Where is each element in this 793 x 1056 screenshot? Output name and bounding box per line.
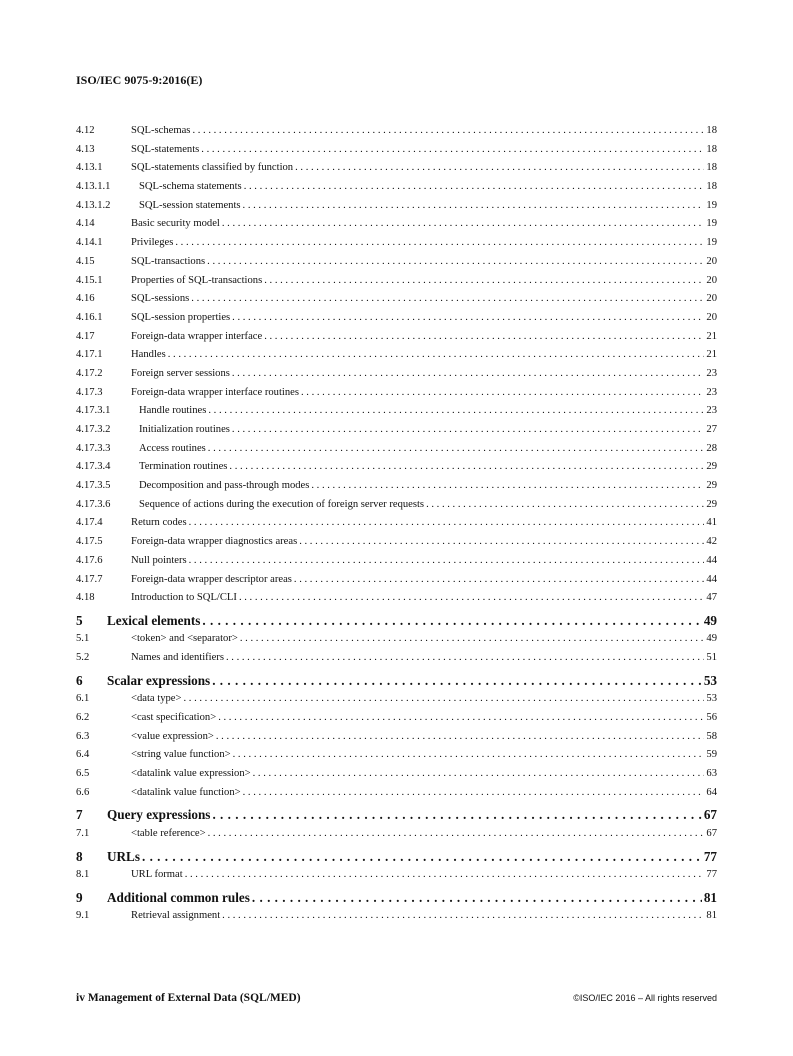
toc-entry-number: 7.1 (76, 827, 90, 839)
toc-entry-page: 42 (706, 536, 717, 548)
toc-leader-dots (218, 712, 704, 723)
toc-entry-number: 6.5 (76, 768, 90, 779)
toc-leader-dots (239, 592, 704, 603)
toc-leader-dots (232, 424, 705, 435)
toc-entry-title: <token> and <separator> (131, 633, 238, 645)
toc-leader-dots (240, 633, 705, 644)
toc-entry[interactable] (76, 536, 717, 555)
toc-entry-page: 23 (706, 405, 717, 417)
toc-leader-dots (189, 555, 705, 566)
toc-entry-title: SQL-schemas (131, 125, 191, 136)
toc-entry[interactable] (76, 652, 717, 671)
toc-entry-number: 4.17.3.2 (76, 424, 111, 435)
toc-entry-number: 4.18 (76, 592, 95, 604)
toc-entry[interactable] (76, 312, 717, 331)
toc-entry[interactable] (76, 499, 717, 518)
toc-entry-number: 4.14.1 (76, 237, 103, 249)
toc-leader-dots (229, 461, 704, 472)
toc-entry-title: <table reference> (131, 827, 206, 839)
toc-entry-number: 4.13 (76, 143, 95, 155)
toc-entry-page: 67 (706, 827, 717, 839)
toc-chapter-entry[interactable] (76, 611, 717, 634)
toc-entry-page: 44 (706, 573, 717, 585)
toc-leader-dots (212, 673, 702, 689)
toc-leader-dots (295, 162, 704, 173)
toc-entry-page: 51 (706, 652, 717, 664)
toc-entry-page: 23 (706, 367, 717, 379)
toc-leader-dots (426, 499, 704, 510)
toc-entry-title: SQL-statements (131, 143, 200, 155)
toc-leader-dots (207, 256, 704, 267)
toc-entry-title: <string value function> (131, 749, 231, 761)
toc-entry-title: Null pointers (131, 554, 187, 566)
page-header: ISO/IEC 9075-9:2016(E) (76, 73, 203, 87)
table-of-contents (76, 125, 717, 929)
toc-entry-title: SQL-schema statements (139, 181, 242, 193)
toc-leader-dots (294, 574, 705, 585)
toc-entry-title: Privileges (131, 237, 174, 249)
toc-entry-page: 67 (703, 807, 717, 823)
toc-entry[interactable] (76, 162, 717, 181)
toc-entry-number: 4.17.3 (76, 386, 103, 398)
toc-leader-dots (222, 910, 704, 921)
toc-entry-page: 63 (706, 768, 717, 779)
toc-entry-number: 4.17.3.4 (76, 461, 111, 473)
toc-entry[interactable] (76, 424, 717, 443)
toc-entry-page: 18 (706, 162, 717, 174)
toc-entry-title: Decomposition and pass-through modes (139, 480, 310, 492)
toc-entry[interactable] (76, 555, 717, 574)
toc-entry-page: 29 (706, 498, 717, 510)
toc-entry[interactable] (76, 828, 717, 847)
toc-entry-title: Handle routines (139, 405, 207, 417)
toc-entry[interactable] (76, 349, 717, 368)
toc-leader-dots (264, 275, 704, 286)
toc-leader-dots (208, 405, 704, 416)
toc-entry[interactable] (76, 125, 717, 144)
toc-entry-page: 20 (706, 255, 717, 267)
toc-entry-title: Basic security model (131, 218, 220, 230)
toc-entry[interactable] (76, 405, 717, 424)
toc-entry[interactable] (76, 517, 717, 536)
toc-leader-dots (232, 312, 704, 323)
toc-leader-dots (253, 768, 705, 779)
toc-entry[interactable] (76, 787, 717, 806)
toc-entry-title: URLs (107, 848, 140, 864)
toc-entry[interactable] (76, 181, 717, 200)
toc-entry-number: 4.16 (76, 293, 95, 305)
toc-entry-number: 4.17.7 (76, 573, 103, 585)
footer-copyright: ©ISO/IEC 2016 – All rights reserved (573, 993, 717, 1003)
toc-entry-title: Foreign-data wrapper diagnostics areas (131, 536, 298, 548)
toc-entry-number: 4.17.4 (76, 517, 103, 529)
toc-leader-dots (175, 237, 704, 248)
toc-entry-number: 6 (76, 672, 83, 688)
toc-entry-title: Additional common rules (107, 889, 250, 905)
toc-entry[interactable] (76, 869, 717, 888)
toc-entry-title: SQL-statements classified by function (131, 162, 294, 174)
toc-entry-page: 21 (706, 349, 717, 361)
toc-leader-dots (226, 652, 704, 663)
toc-entry-number: 4.17 (76, 330, 95, 342)
toc-entry-page: 19 (706, 199, 717, 211)
toc-entry-title: Introduction to SQL/CLI (131, 592, 237, 604)
toc-entry[interactable] (76, 237, 717, 256)
toc-leader-dots (185, 869, 705, 880)
toc-entry[interactable] (76, 200, 717, 219)
toc-entry-number: 6.6 (76, 786, 90, 798)
toc-entry-page: 28 (706, 442, 717, 454)
toc-entry[interactable] (76, 368, 717, 387)
toc-entry-number: 4.13.1.1 (76, 181, 111, 193)
toc-leader-dots (299, 536, 704, 547)
toc-entry-title: Properties of SQL-transactions (131, 274, 263, 286)
toc-leader-dots (189, 517, 705, 528)
toc-entry-number: 4.15.1 (76, 274, 103, 286)
toc-entry-number: 6.3 (76, 730, 90, 742)
toc-leader-dots (208, 828, 705, 839)
toc-entry-number: 5.2 (76, 652, 90, 664)
toc-entry[interactable] (76, 731, 717, 750)
toc-entry-number: 4.17.3.6 (76, 498, 111, 510)
toc-entry-title: Names and identifiers (131, 652, 224, 664)
toc-entry-title: Foreign-data wrapper interface (131, 330, 263, 342)
toc-entry-number: 5.1 (76, 633, 90, 645)
toc-leader-dots (202, 613, 701, 629)
toc-entry-number: 4.13.1.2 (76, 199, 111, 211)
toc-entry-page: 23 (706, 386, 717, 398)
toc-entry-number: 4.14 (76, 218, 95, 230)
toc-entry-page: 53 (703, 672, 717, 688)
toc-leader-dots (216, 731, 705, 742)
toc-entry[interactable] (76, 275, 717, 294)
toc-leader-dots (311, 480, 704, 491)
toc-entry-title: <datalink value function> (131, 786, 241, 798)
toc-entry-page: 59 (706, 749, 717, 761)
toc-leader-dots (244, 181, 705, 192)
toc-entry-title: Foreign server sessions (131, 367, 230, 379)
toc-entry-page: 20 (706, 274, 717, 286)
toc-entry[interactable] (76, 633, 717, 652)
toc-entry-number: 4.15 (76, 255, 95, 267)
toc-leader-dots (233, 749, 705, 760)
toc-entry-page: 41 (706, 517, 717, 529)
toc-entry-title: URL format (131, 869, 183, 881)
toc-entry-title: Lexical elements (107, 612, 201, 628)
toc-entry-title: <cast specification> (131, 711, 217, 723)
toc-entry[interactable] (76, 293, 717, 312)
toc-entry-title: Access routines (139, 442, 206, 454)
toc-entry-title: SQL-transactions (131, 255, 206, 267)
toc-entry-page: 64 (706, 786, 717, 798)
toc-leader-dots (183, 693, 704, 704)
toc-leader-dots (301, 387, 704, 398)
toc-entry-page: 44 (706, 554, 717, 566)
toc-entry-number: 8.1 (76, 869, 90, 881)
toc-entry[interactable] (76, 144, 717, 163)
toc-entry-page: 18 (706, 125, 717, 136)
toc-entry[interactable] (76, 768, 717, 787)
toc-entry[interactable] (76, 256, 717, 275)
toc-entry-page: 58 (706, 730, 717, 742)
toc-entry-title: <datalink value expression> (131, 768, 251, 779)
toc-leader-dots (208, 443, 705, 454)
toc-entry[interactable] (76, 387, 717, 406)
toc-entry-page: 77 (703, 848, 717, 864)
toc-entry-title: Handles (131, 349, 166, 361)
toc-entry-number: 4.17.5 (76, 536, 103, 548)
toc-entry-page: 56 (706, 711, 717, 723)
toc-entry-title: Foreign-data wrapper interface routines (131, 386, 299, 398)
toc-entry-page: 18 (706, 181, 717, 193)
toc-entry-title: <data type> (131, 693, 182, 705)
toc-entry-page: 53 (706, 693, 717, 705)
toc-entry-title: Return codes (131, 517, 187, 529)
toc-entry-title: Foreign-data wrapper descriptor areas (131, 573, 292, 585)
toc-leader-dots (264, 331, 704, 342)
toc-chapter-entry[interactable] (76, 888, 717, 911)
toc-entry[interactable] (76, 749, 717, 768)
toc-entry-page: 21 (706, 330, 717, 342)
toc-leader-dots (212, 807, 701, 823)
toc-entry-page: 29 (706, 461, 717, 473)
toc-entry[interactable] (76, 480, 717, 499)
toc-leader-dots (243, 787, 705, 798)
toc-entry-number: 4.12 (76, 125, 95, 136)
toc-entry-number: 9.1 (76, 910, 90, 922)
toc-leader-dots (222, 218, 705, 229)
toc-entry-page: 20 (706, 311, 717, 323)
toc-entry-page: 49 (706, 633, 717, 645)
toc-entry-page: 29 (706, 480, 717, 492)
toc-entry-page: 47 (706, 592, 717, 604)
toc-entry-page: 20 (706, 293, 717, 305)
toc-entry-number: 6.1 (76, 693, 90, 705)
toc-entry-title: Termination routines (139, 461, 228, 473)
toc-entry-number: 9 (76, 889, 83, 905)
toc-entry-number: 4.17.3.5 (76, 480, 111, 492)
toc-leader-dots (168, 349, 705, 360)
toc-entry-number: 4.17.6 (76, 554, 103, 566)
toc-entry-number: 4.16.1 (76, 311, 103, 323)
toc-entry-number: 4.17.3.3 (76, 442, 111, 454)
toc-entry-number: 6.2 (76, 711, 90, 723)
toc-entry-number: 4.13.1 (76, 162, 103, 174)
toc-leader-dots (191, 293, 704, 304)
toc-entry-title: SQL-session statements (139, 199, 241, 211)
toc-entry-title: Retrieval assignment (131, 910, 221, 922)
toc-entry-page: 77 (706, 869, 717, 881)
toc-leader-dots (243, 200, 705, 211)
toc-chapter-entry[interactable] (76, 671, 717, 694)
toc-leader-dots (232, 368, 705, 379)
toc-entry-number: 7 (76, 807, 83, 823)
toc-entry-page: 27 (706, 424, 717, 435)
toc-entry-title: SQL-session properties (131, 311, 231, 323)
toc-entry[interactable] (76, 218, 717, 237)
toc-leader-dots (201, 144, 704, 155)
toc-entry-number: 5 (76, 612, 83, 628)
toc-entry-page: 81 (706, 910, 717, 922)
footer-document-title: iv Management of External Data (SQL/MED) (76, 992, 301, 1004)
toc-entry-title: SQL-sessions (131, 293, 190, 305)
toc-entry-number: 4.17.3.1 (76, 405, 111, 417)
toc-entry-title: Sequence of actions during the execution of foreign server requests (139, 498, 425, 510)
toc-entry[interactable] (76, 574, 717, 593)
toc-chapter-entry[interactable] (76, 805, 717, 828)
toc-leader-dots (252, 890, 702, 906)
toc-leader-dots (192, 125, 704, 136)
toc-entry-page: 49 (703, 612, 717, 628)
toc-entry[interactable] (76, 461, 717, 480)
toc-entry-page: 19 (706, 218, 717, 230)
toc-entry[interactable] (76, 910, 717, 929)
toc-entry[interactable] (76, 693, 717, 712)
toc-entry-page: 81 (703, 889, 717, 905)
toc-entry-number: 4.17.2 (76, 367, 103, 379)
toc-entry[interactable] (76, 712, 717, 731)
toc-entry-title: Query expressions (107, 807, 211, 823)
toc-entry-number: 4.17.1 (76, 349, 103, 361)
page-footer (76, 992, 717, 1004)
toc-leader-dots (142, 849, 702, 865)
toc-entry[interactable] (76, 592, 717, 611)
toc-entry-page: 19 (706, 237, 717, 249)
toc-entry-number: 8 (76, 848, 83, 864)
toc-entry[interactable] (76, 443, 717, 462)
toc-entry-page: 18 (706, 143, 717, 155)
toc-chapter-entry[interactable] (76, 847, 717, 870)
toc-entry-title: Initialization routines (139, 424, 230, 435)
toc-entry-number: 6.4 (76, 749, 90, 761)
toc-entry-title: <value expression> (131, 730, 214, 742)
toc-entry[interactable] (76, 331, 717, 350)
toc-entry-title: Scalar expressions (107, 672, 211, 688)
